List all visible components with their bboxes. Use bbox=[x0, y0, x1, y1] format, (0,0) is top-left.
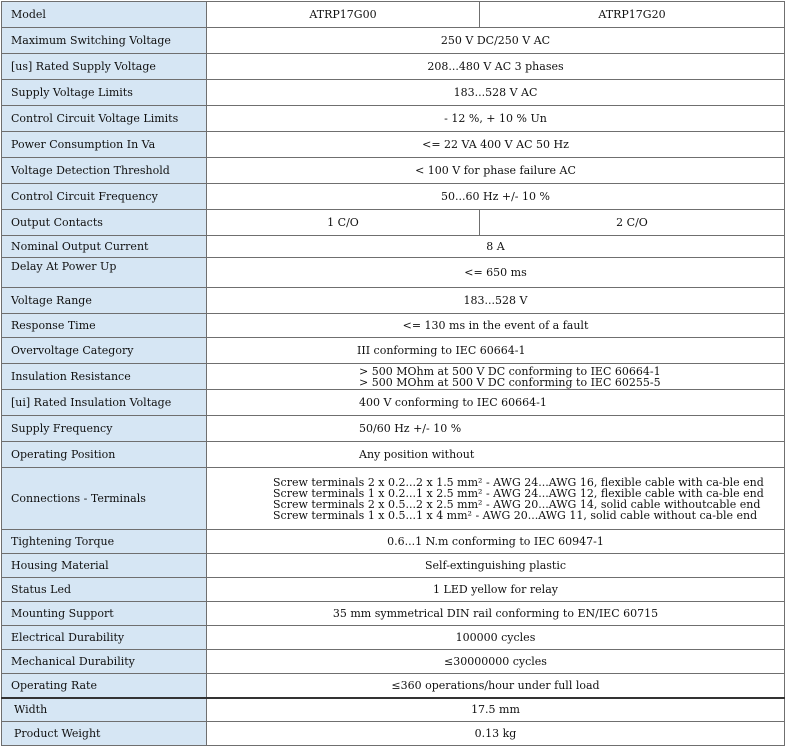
row-value: Self-extinguishing plastic bbox=[207, 554, 785, 578]
table-row bbox=[2, 468, 785, 530]
row-value: 250 V DC/250 V AC bbox=[207, 28, 785, 54]
row-value: 50...60 Hz +/- 10 % bbox=[207, 184, 785, 210]
row-value: 8 A bbox=[207, 236, 785, 258]
row-label: Nominal Output Current bbox=[2, 236, 207, 258]
table-row bbox=[2, 210, 785, 236]
table-row bbox=[2, 338, 785, 364]
value-line: > 500 MOhm at 500 V DC conforming to IEC 60255-5 bbox=[359, 375, 661, 389]
row-value: ≤30000000 cycles bbox=[207, 650, 785, 674]
row-value: ≤360 operations/hour under full load bbox=[207, 674, 785, 698]
row-value: <= 22 VA 400 V AC 50 Hz bbox=[207, 132, 785, 158]
row-value bbox=[207, 364, 785, 390]
row-value: < 100 V for phase failure AC bbox=[207, 158, 785, 184]
row-label: Control Circuit Voltage Limits bbox=[2, 106, 207, 132]
table-row bbox=[2, 80, 785, 106]
table-row bbox=[2, 674, 785, 698]
table-row bbox=[2, 442, 785, 468]
row-label: Mounting Support bbox=[2, 602, 207, 626]
row-label: Connections - Terminals bbox=[2, 468, 207, 530]
value-line: > 500 MOhm at 500 V DC conforming to IEC 60664-1 bbox=[359, 364, 661, 378]
model-atrp17g00: ATRP17G00 bbox=[207, 2, 480, 28]
table-row bbox=[2, 698, 785, 722]
row-value: Any position without bbox=[207, 442, 785, 468]
row-label: [us] Rated Supply Voltage bbox=[2, 54, 207, 80]
value-line: Screw terminals 2 x 0.5...2 x 2.5 mm² - AWG 20...AWG 14, solid cable withoutcable end bbox=[273, 497, 761, 511]
row-label: Overvoltage Category bbox=[2, 338, 207, 364]
table-row bbox=[2, 236, 785, 258]
table-row bbox=[2, 28, 785, 54]
table-row bbox=[2, 132, 785, 158]
table-row bbox=[2, 722, 785, 746]
row-label: Voltage Range bbox=[2, 288, 207, 314]
table-row bbox=[2, 626, 785, 650]
row-label: Delay At Power Up bbox=[2, 258, 207, 288]
row-value: 183...528 V AC bbox=[207, 80, 785, 106]
row-label: Supply Voltage Limits bbox=[2, 80, 207, 106]
row-value: 208...480 V AC 3 phases bbox=[207, 54, 785, 80]
row-label: Mechanical Durability bbox=[2, 650, 207, 674]
header-row bbox=[2, 2, 785, 28]
table-row bbox=[2, 106, 785, 132]
table-row bbox=[2, 258, 785, 288]
table-row bbox=[2, 650, 785, 674]
row-label: Response Time bbox=[2, 314, 207, 338]
value-line: Screw terminals 1 x 0.5...1 x 4 mm² - AWG 20...AWG 11, solid cable without ca-ble end bbox=[273, 508, 758, 522]
table-row bbox=[2, 364, 785, 390]
row-value: 0.6...1 N.m conforming to IEC 60947-1 bbox=[207, 530, 785, 554]
row-value: 0.13 kg bbox=[207, 722, 785, 746]
row-label: Maximum Switching Voltage bbox=[2, 28, 207, 54]
table-row bbox=[2, 390, 785, 416]
value-line: Screw terminals 1 x 0.2...1 x 2.5 mm² - AWG 24...AWG 12, flexible cable with ca-ble end bbox=[273, 486, 764, 500]
row-value: 50/60 Hz +/- 10 % bbox=[207, 416, 785, 442]
row-value: III conforming to IEC 60664-1 bbox=[207, 338, 785, 364]
output-contacts-g20: 2 C/O bbox=[480, 210, 785, 236]
row-label: Control Circuit Frequency bbox=[2, 184, 207, 210]
row-label: Electrical Durability bbox=[2, 626, 207, 650]
table-row bbox=[2, 314, 785, 338]
spec-table bbox=[1, 1, 785, 746]
row-label: Product Weight bbox=[2, 722, 207, 746]
row-value: <= 130 ms in the event of a fault bbox=[207, 314, 785, 338]
output-contacts-g00: 1 C/O bbox=[207, 210, 480, 236]
row-value bbox=[207, 468, 785, 530]
row-value: 1 LED yellow for relay bbox=[207, 578, 785, 602]
row-label: Supply Frequency bbox=[2, 416, 207, 442]
row-label: Power Consumption In Va bbox=[2, 132, 207, 158]
row-value: 183...528 V bbox=[207, 288, 785, 314]
row-label: Status Led bbox=[2, 578, 207, 602]
row-value: 100000 cycles bbox=[207, 626, 785, 650]
value-line: Screw terminals 2 x 0.2...2 x 1.5 mm² - AWG 24...AWG 16, flexible cable with ca-ble end bbox=[273, 475, 764, 489]
row-label: Tightening Torque bbox=[2, 530, 207, 554]
row-value: - 12 %, + 10 % Un bbox=[207, 106, 785, 132]
table-row bbox=[2, 184, 785, 210]
table-row bbox=[2, 288, 785, 314]
table-row bbox=[2, 416, 785, 442]
row-value: 400 V conforming to IEC 60664-1 bbox=[207, 390, 785, 416]
model-atrp17g20: ATRP17G20 bbox=[480, 2, 785, 28]
row-label: Voltage Detection Threshold bbox=[2, 158, 207, 184]
row-label: Operating Rate bbox=[2, 674, 207, 698]
table-row bbox=[2, 158, 785, 184]
row-label: Operating Position bbox=[2, 442, 207, 468]
row-label: Width bbox=[2, 698, 207, 722]
row-value: <= 650 ms bbox=[207, 258, 785, 288]
row-value: 17.5 mm bbox=[207, 698, 785, 722]
row-value: 35 mm symmetrical DIN rail conforming to EN/IEC 60715 bbox=[207, 602, 785, 626]
row-label: Insulation Resistance bbox=[2, 364, 207, 390]
table-row bbox=[2, 554, 785, 578]
table-row bbox=[2, 602, 785, 626]
table-row bbox=[2, 54, 785, 80]
table-row bbox=[2, 530, 785, 554]
row-label: Output Contacts bbox=[2, 210, 207, 236]
row-label: [ui] Rated Insulation Voltage bbox=[2, 390, 207, 416]
row-label: Housing Material bbox=[2, 554, 207, 578]
table-row bbox=[2, 578, 785, 602]
header-label: Model bbox=[2, 2, 207, 28]
